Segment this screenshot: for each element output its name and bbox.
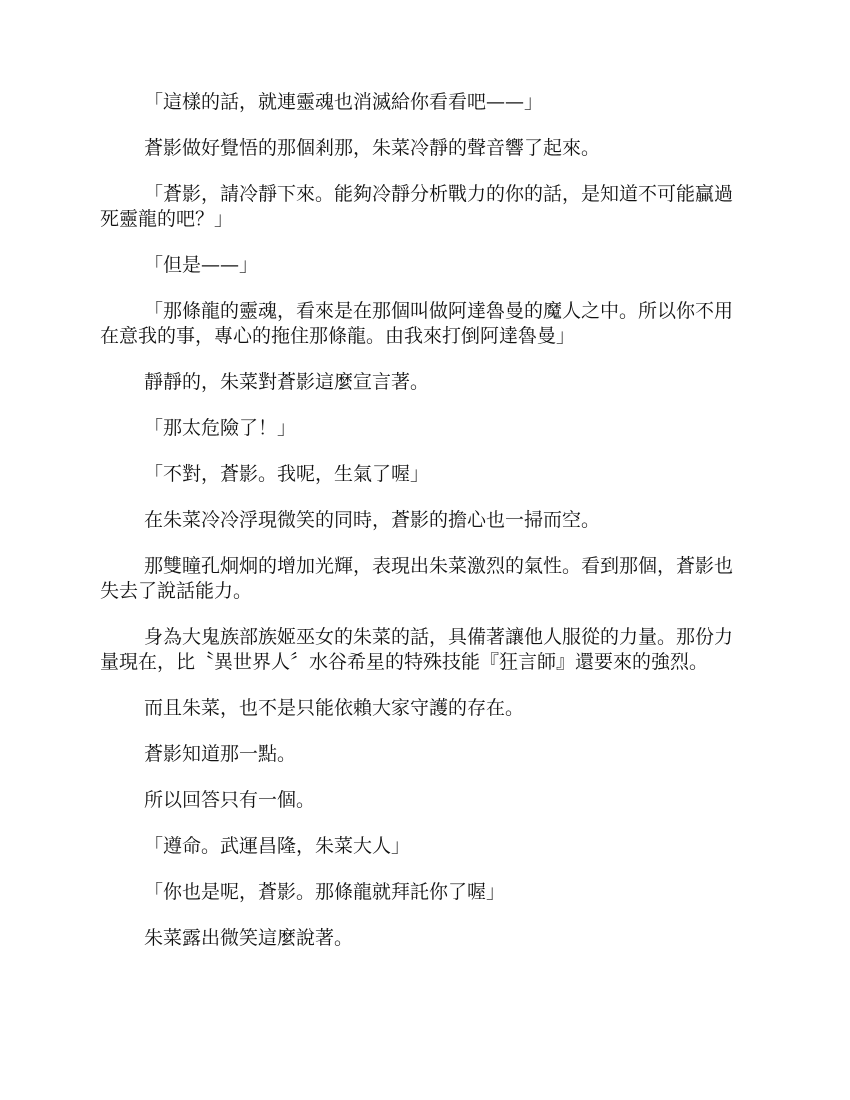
paragraph: 蒼影知道那一點。 [144,743,297,765]
paragraph: 靜靜的，朱菜對蒼影這麼宣言著。 [144,371,430,393]
paragraph: 「遵命。武運昌隆，朱菜大人」 [144,835,411,857]
paragraph: 「蒼影，請冷靜下來。能夠冷靜分析戰力的你的話，是知道不可能贏過死靈龍的吧？」 [100,183,734,230]
paragraph: 「這樣的話，就連靈魂也消滅給你看看吧——」 [144,91,544,113]
paragraph: 所以回答只有一個。 [144,789,316,811]
paragraph: 「那太危險了！」 [144,417,297,439]
paragraph: 「那條龍的靈魂，看來是在那個叫做阿達魯曼的魔人之中。所以你不用在意我的事，專心的拖住那條龍。由我來打倒阿達魯曼」 [100,300,734,347]
paragraph: 而且朱菜，也不是只能依賴大家守護的存在。 [144,697,525,719]
paragraph: 身為大鬼族部族姬巫女的朱菜的話，具備著讓他人服從的力量。那份力量現在，比〝異世界人〞水谷希星的特殊技能『狂言師』還要來的強烈。 [100,626,734,673]
paragraph: 「不對，蒼影。我呢，生氣了喔」 [144,463,430,485]
paragraph: 「但是——」 [144,254,259,276]
paragraph: 在朱菜冷冷浮現微笑的同時，蒼影的擔心也一掃而空。 [144,509,601,531]
paragraph: 「你也是呢，蒼影。那條龍就拜託你了喔」 [144,881,506,903]
paragraph: 那雙瞳孔炯炯的增加光輝，表現出朱菜激烈的氣性。看到那個，蒼影也失去了說話能力。 [100,555,734,602]
paragraph: 朱菜露出微笑這麼說著。 [144,927,354,949]
paragraph: 蒼影做好覺悟的那個剎那，朱菜冷靜的聲音響了起來。 [144,137,601,159]
